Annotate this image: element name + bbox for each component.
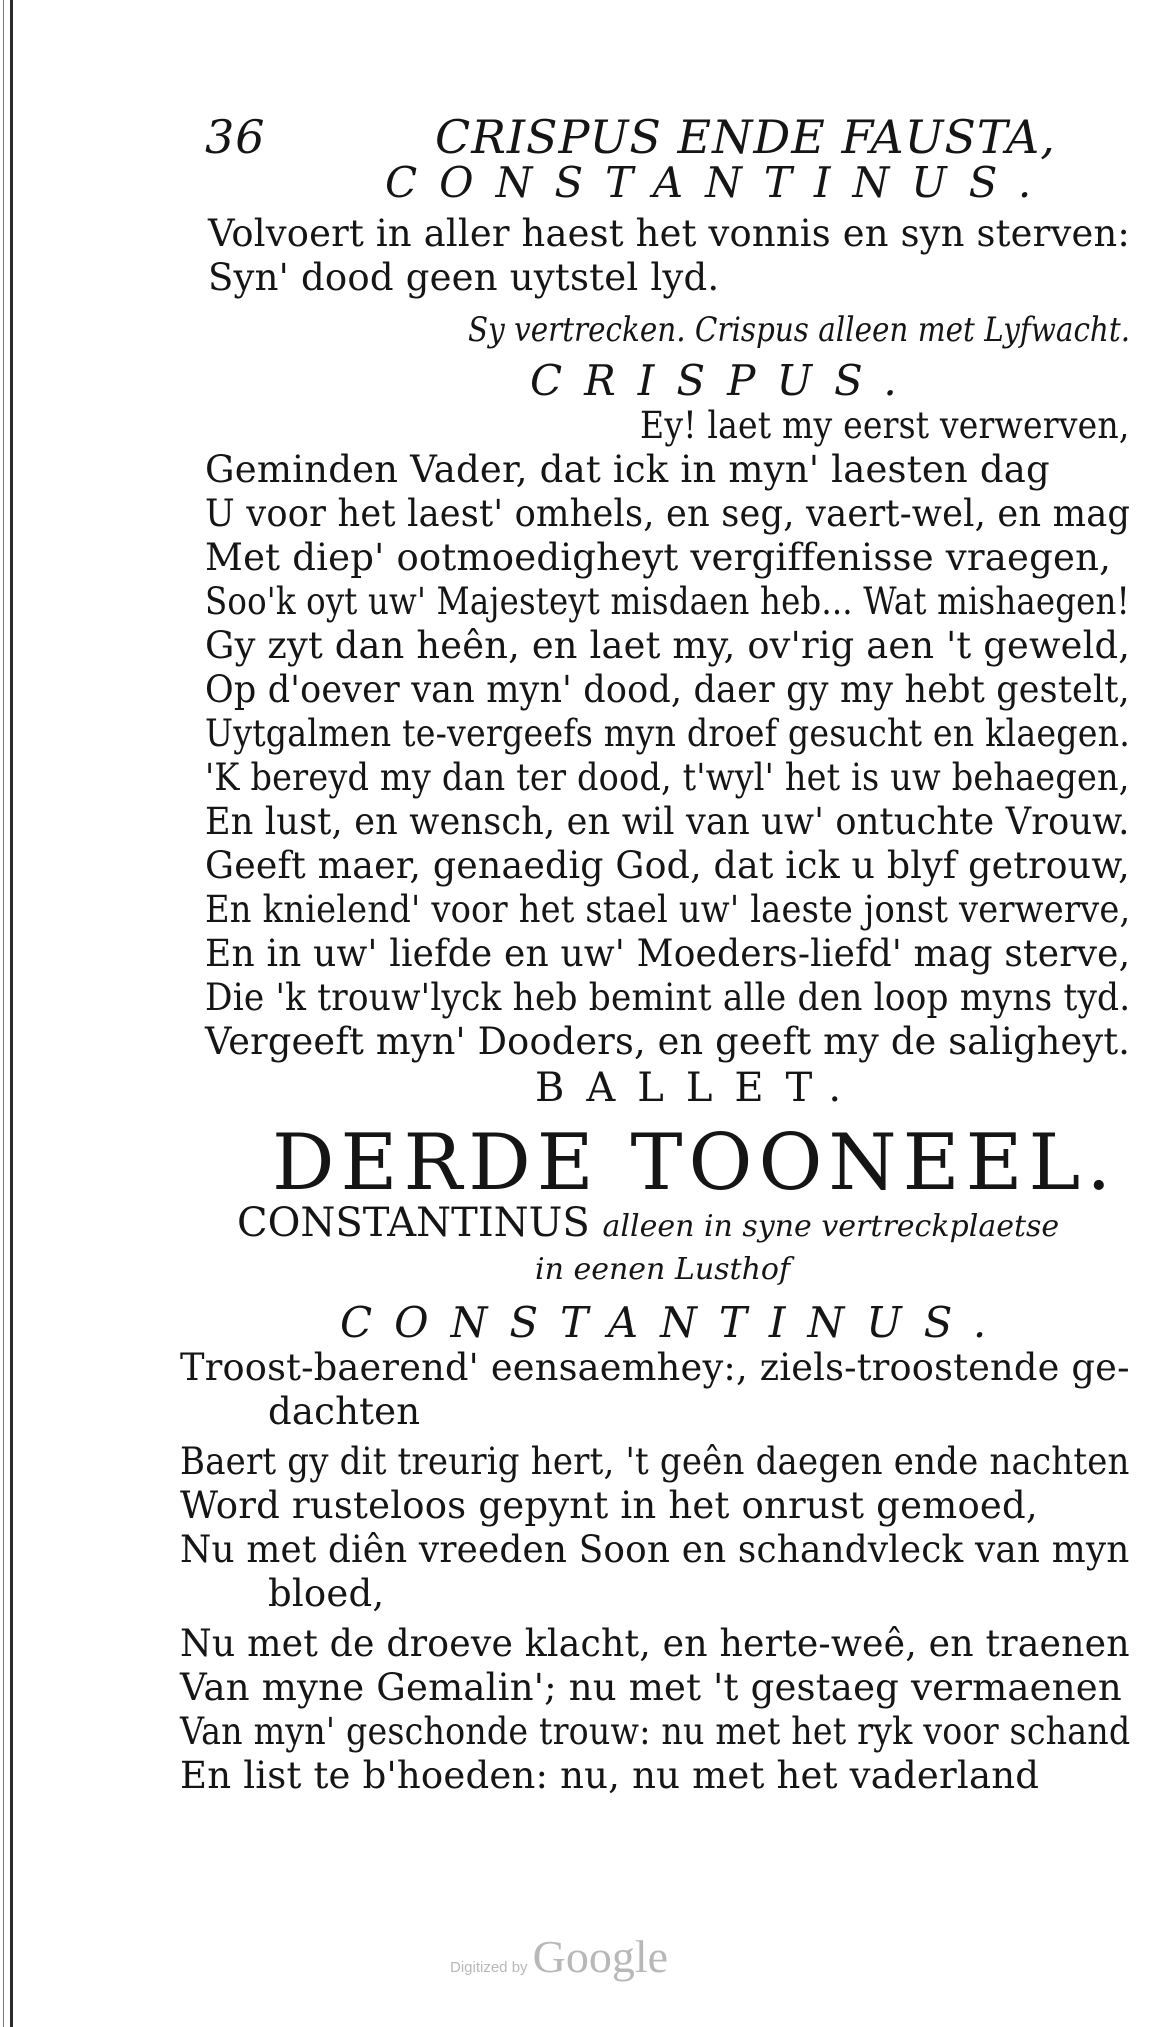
verse-line: En list te b'hoeden: nu, nu met het vaderland bbox=[180, 1754, 1040, 1797]
digitized-watermark bbox=[450, 1930, 668, 1983]
running-header bbox=[205, 110, 1056, 164]
watermark-prefix: Digitized by bbox=[450, 1959, 528, 1976]
scene-subtitle-name: CONSTANTINUS bbox=[237, 1200, 590, 1246]
verse-line: Ey! laet my eerst verwerven, bbox=[640, 404, 1130, 447]
verse-line: Gy zyt dan heên, en laet my, ov'rig aen 't geweld, bbox=[205, 624, 1131, 667]
page-edge-shadow bbox=[3, 0, 4, 2027]
verse-line: Nu met diên vreeden Soon en schandvleck van myn bbox=[180, 1528, 1130, 1571]
scene-title: DERDE TOONEEL. bbox=[272, 1118, 1118, 1208]
verse-line: bloed, bbox=[268, 1572, 385, 1615]
verse-line: dachten bbox=[268, 1390, 421, 1433]
verse-line: En knielend' voor het stael uw' laeste jonst verwerve, bbox=[205, 888, 1131, 931]
speaker-constantinus: CONSTANTINUS. bbox=[385, 158, 1054, 207]
verse-line: Vergeeft myn' Dooders, en geeft my de saligheyt. bbox=[205, 1020, 1131, 1063]
running-title: CRISPUS ENDE FAUSTA, bbox=[435, 110, 1056, 164]
verse-line: Volvoert in aller haest het vonnis en syn sterven: bbox=[208, 212, 1131, 255]
verse-line: Van myn' geschonde trouw: nu met het ryk voor schand bbox=[180, 1710, 1131, 1753]
verse-line: Geeft maer, genaedig God, dat ick u blyf getrouw, bbox=[205, 844, 1130, 887]
verse-line: Met diep' ootmoedigheyt vergiffenisse vraegen, bbox=[205, 536, 1112, 579]
verse-line: Uytgalmen te-vergeefs myn droef gesucht en klaegen. bbox=[205, 712, 1131, 755]
verse-line: 'K bereyd my dan ter dood, t'wyl' het is uw behaegen, bbox=[205, 756, 1130, 799]
verse-line: Troost-baerend' eensaemhey:, ziels-troostende ge- bbox=[180, 1346, 1130, 1389]
verse-line: U voor het laest' omhels, en seg, vaert-wel, en mag bbox=[205, 492, 1131, 535]
stage-direction: Sy vertrecken. Crispus alleen met Lyfwacht. bbox=[468, 310, 1131, 350]
verse-line: Van myne Gemalin'; nu met 't gestaeg vermaenen bbox=[180, 1666, 1122, 1709]
speaker-crispus: CRISPUS. bbox=[530, 356, 919, 405]
verse-line: Die 'k trouw'lyck heb bemint alle den loop myns tyd. bbox=[205, 976, 1131, 1019]
scene-subtitle-location: in eenen Lusthof bbox=[535, 1252, 791, 1287]
verse-line: Geminden Vader, dat ick in myn' laesten dag bbox=[205, 448, 1050, 491]
verse-line: Soo'k oyt uw' Majesteyt misdaen heb... Wat mishaegen! bbox=[205, 580, 1130, 623]
verse-line: Word rusteloos gepynt in het onrust gemoed, bbox=[180, 1484, 1038, 1527]
verse-line: Op d'oever van myn' dood, daer gy my hebt gestelt, bbox=[205, 668, 1130, 711]
verse-line: Nu met de droeve klacht, en herte-weê, en traenen bbox=[180, 1622, 1130, 1665]
page-number: 36 bbox=[205, 110, 266, 164]
ballet-heading: BALLET. bbox=[535, 1065, 864, 1111]
verse-line: En in uw' liefde en uw' Moeders-liefd' mag sterve, bbox=[205, 932, 1131, 975]
scene-subtitle bbox=[237, 1200, 1059, 1246]
scene-subtitle-rest: alleen in syne vertreckplaetse bbox=[602, 1209, 1060, 1244]
page-gutter-line bbox=[10, 0, 13, 2027]
speaker-constantinus: CONSTANTINUS. bbox=[340, 1298, 1009, 1347]
verse-line: En lust, en wensch, en wil van uw' ontuchte Vrouw. bbox=[205, 800, 1130, 843]
verse-line: Syn' dood geen uytstel lyd. bbox=[208, 256, 720, 299]
google-logo: Google bbox=[532, 1931, 669, 1982]
verse-line: Baert gy dit treurig hert, 't geên daegen ende nachten bbox=[180, 1440, 1130, 1483]
